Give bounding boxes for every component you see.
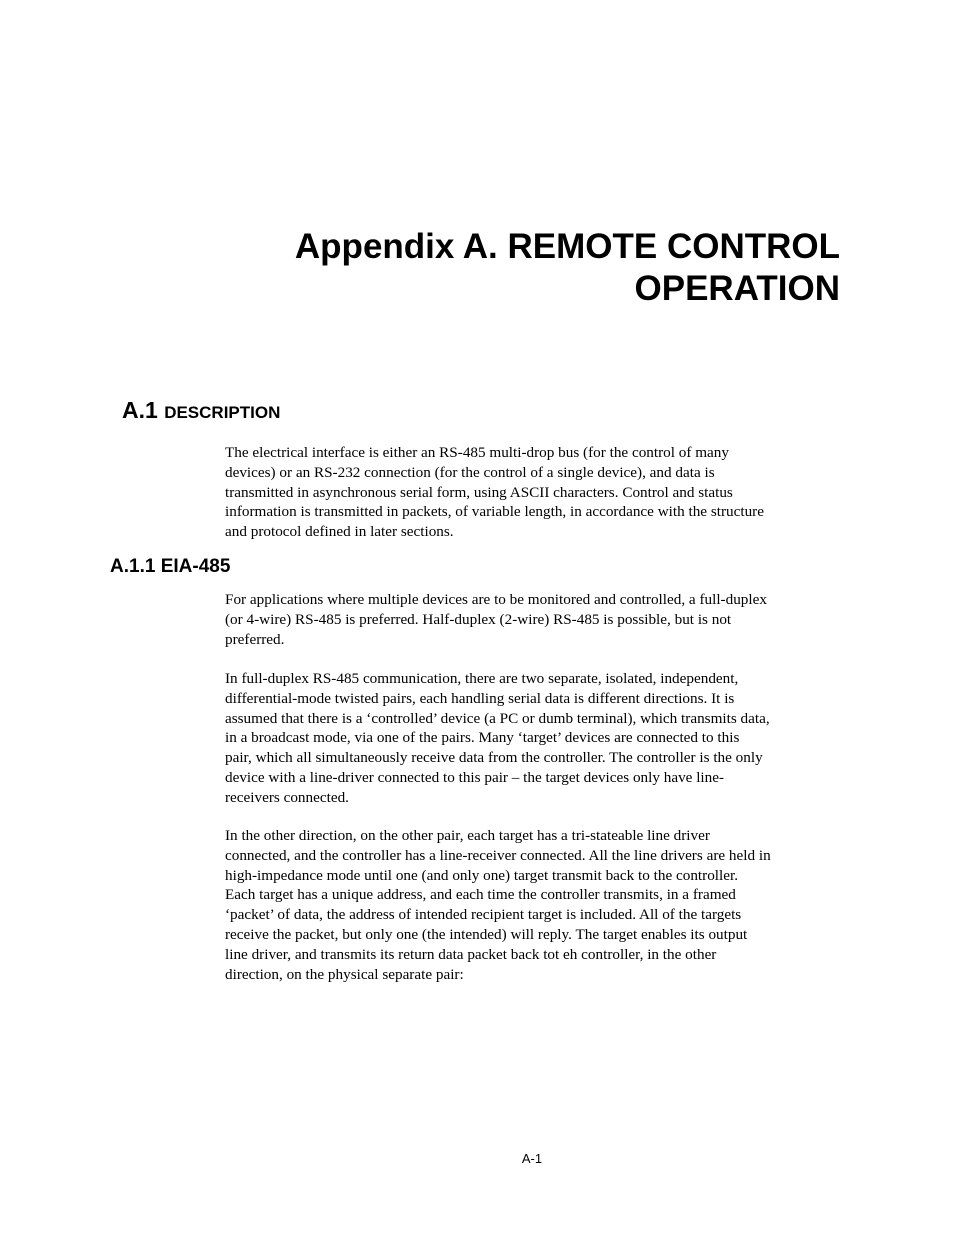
paragraph-line: devices) or an RS-232 connection (for the control of a single device), and data is <box>225 463 715 481</box>
section-number: A.1 <box>122 397 158 423</box>
paragraph-line: device with a line-driver connected to this pair – the target devices only have line- <box>225 768 725 786</box>
paragraph-line: assumed that there is a ‘controlled’ device (a PC or dumb terminal), which transmits data, <box>225 709 770 727</box>
paragraph-line: in a broadcast mode, via one of the pairs. Many ‘target’ devices are connected to this <box>225 729 740 747</box>
paragraph-line: receive the packet, but only one (the intended) will reply. The target enables its output <box>225 925 748 943</box>
paragraph-line: For applications where multiple devices are to be monitored and controlled, a full-duplex <box>225 591 767 608</box>
paragraph-line: transmitted in asynchronous serial form, using ASCII characters. Control and status <box>225 483 733 501</box>
appendix-title-line-1: Appendix A. REMOTE CONTROL <box>294 227 840 266</box>
paragraph-line: In the other direction, on the other pair, each target has a tri-stateable line driver <box>225 827 710 844</box>
section-heading <box>122 396 280 427</box>
paragraph-line: pair, which all simultaneously receive data from the controller. The controller is the only <box>225 749 763 767</box>
section-title: DESCRIPTION <box>164 403 281 422</box>
body-paragraph <box>225 669 850 808</box>
subsection-heading: A.1.1 EIA-485 <box>110 556 231 577</box>
paragraph-line: line driver, and transmits its return data packet back tot eh controller, in the other <box>225 945 717 963</box>
paragraph-line: Each target has a unique address, and each time the controller transmits, in a framed <box>225 886 736 904</box>
paragraph-line: connected, and the controller has a line-receiver connected. All the line drivers are held in <box>225 846 771 864</box>
body-paragraph <box>225 826 850 984</box>
page-number: A-1 <box>521 1151 543 1166</box>
paragraph-line: ‘packet’ of data, the address of intended recipient target is included. All of the targets <box>225 906 742 924</box>
intro-paragraph <box>225 443 850 542</box>
body-paragraph <box>225 590 850 649</box>
paragraph-line: The electrical interface is either an RS-485 multi-drop bus (for the control of many <box>225 444 729 461</box>
paragraph-line: information is transmitted in packets, of variable length, in accordance with the structure <box>225 503 764 521</box>
paragraph-line: preferred. <box>225 630 285 648</box>
appendix-title <box>200 226 840 310</box>
paragraph-line: In full-duplex RS-485 communication, there are two separate, isolated, independent, <box>225 670 739 687</box>
appendix-title-line-2: OPERATION <box>634 269 840 308</box>
paragraph-line: direction, on the physical separate pair: <box>225 965 464 983</box>
paragraph-line: differential-mode twisted pairs, each handling serial data is different directions. It is <box>225 689 735 707</box>
paragraph-line: high-impedance mode until one (and only one) target transmit back to the controller. <box>225 866 738 884</box>
paragraph-line: receivers connected. <box>225 788 349 806</box>
paragraph-line: and protocol defined in later sections. <box>225 523 454 541</box>
paragraph-line: (or 4-wire) RS-485 is preferred. Half-duplex (2-wire) RS-485 is possible, but is not <box>225 610 732 628</box>
